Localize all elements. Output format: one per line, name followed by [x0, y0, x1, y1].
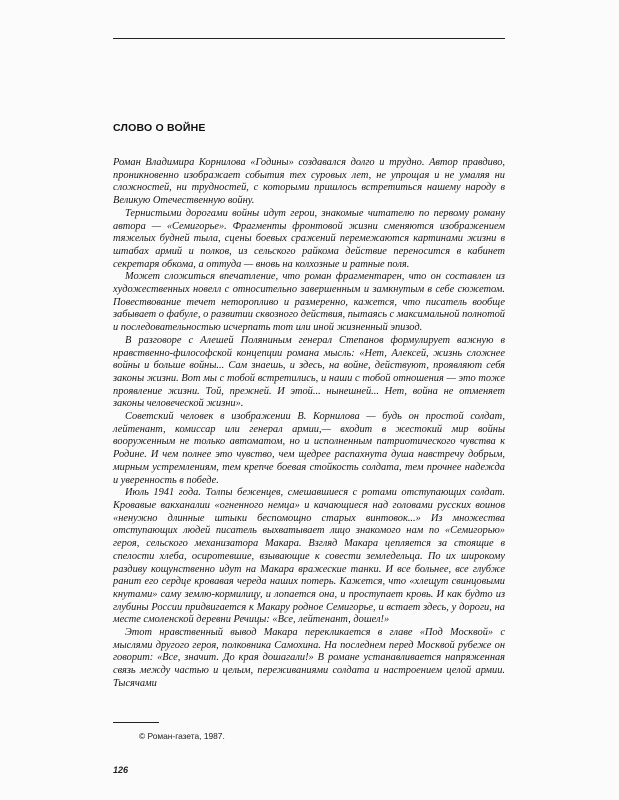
paragraph: Советский человек в изображении В. Корнилова — будь он простой солдат, лейтенант, комиссар или генерал армии,— входит в жестокий мир войны вооруженным не только автоматом, но и исполненным патриотического чувства к Родине. И чем полнее это чувство, чем щедрее распахнута душа навстречу добрым, мирным устремлениям, тем крепче боевая стойкость солдата, тем прочнее надежда и уверенность в победе.	[113, 411, 505, 486]
page-number: 126	[113, 765, 129, 775]
footnote-rule	[113, 722, 159, 723]
paragraph: Может сложиться впечатление, что роман фрагментарен, что он составлен из художественных новелл с относительно завершенным и замкнутым в себе сюжетом. Повествование течет неторопливо и размеренно, кажется, что писатель вообще забывает о фабуле, о развитии сквозного действия, пытаясь с максимальной полнотой и последовательностью исчерпать тот или иной жизненный эпизод.	[113, 271, 506, 334]
paragraph: Июль 1941 года. Толпы беженцев, смешавшиеся с ротами отступающих солдат. Кровавые вакханалии «огненного немца» и качающиеся над головами русских воинов «ненужно длинные штыки беспомощно старых винтовок...» Из множества отступающих людей писатель выхватывает лицо знакомого нам по «Семигорью» героя, сельского механизатора Макара. Взгляд Макара цепляется за стоящие в спелости хлеба, осиротевшие, взывающие к совести земледельца. По их широкому раздиву кощунственно идут на Макара вражеские танки. И все больнее, все глубже ранит его сердце кровавая череда наших потерь. Кажется, что «хлещут свинцовыми кнутами» саму землю-кормилицу, и лопается она, и проступает кровь. И как будто из глубины России придвигается к Макару родное Семигорье, и встает здесь, у дороги, на месте смоленской деревни Речицы: «Все, лейтенант, дошел!»	[113, 487, 505, 626]
paragraph: Этот нравственный вывод Макара перекликается в главе «Под Москвой» с мыслями другого героя, полковника Самохина. На последнем перед Москвой рубеже он говорит: «Все, значит. До края дошагали!» В романе устанавливается напряженная связь между частью и целым, переживаниями солдата и настроением целой армии. Тысячами	[113, 627, 505, 689]
article-heading: СЛОВО О ВОЙНЕ	[113, 122, 206, 134]
paragraph: В разговоре с Алешей Поляниным генерал Степанов формулирует важную в нравственно-философской концепции романа мысль: «Нет, Алексей, жизнь сложнее войны и больше войны... Сам знаешь, и здесь, на войне, действуют, проявляют себя законы жизни. Вот мы с тобой встретились, и наши с тобой отношения — это тоже проявление жизни. Той, прежней. И этой... нынешней... Нет, война не отменяет законы человеческой жизни».	[113, 334, 505, 410]
footnote: © Роман-газета, 1987.	[139, 731, 225, 741]
paragraph: Роман Владимира Корнилова «Годины» создавался долго и трудно. Автор правдиво, проникновенно изображает события тех суровых лет, не упрощая и не умаляя ни сложностей, ни трудностей, с которыми пришлось встретиться нашему народу в Великую Отечественную войну.	[113, 157, 505, 207]
top-rule	[113, 38, 505, 39]
article-body	[113, 157, 505, 691]
paragraph: Тернистыми дорогами войны идут герои, знакомые читателю по первому роману автора — «Семигорье». Фрагменты фронтовой жизни сменяются изображением тяжелых будней тыла, сцены боевых сражений перемежаются картинами жизни в штабах армий и полков, из сельского райкома действие переносится в кабинет секретаря обкома, а оттуда — вновь на колхозные и ратные поля.	[113, 207, 505, 270]
